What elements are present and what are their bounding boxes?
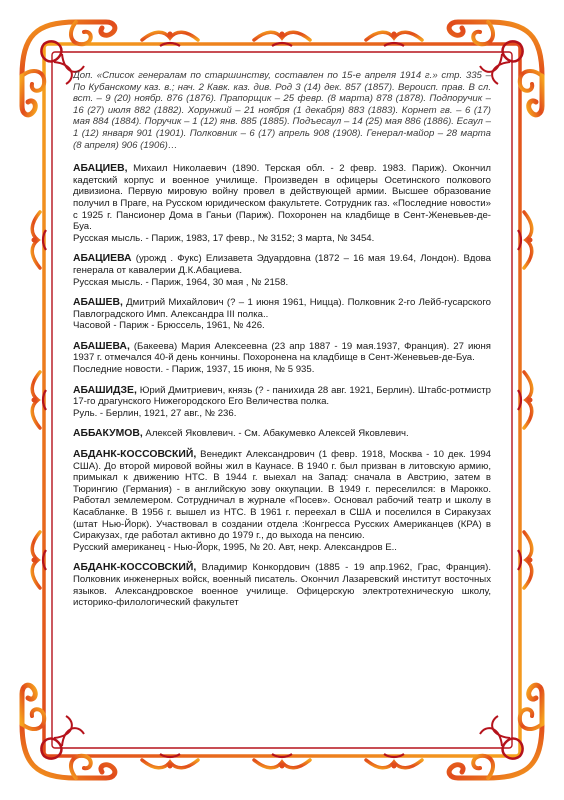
entry-heading: Венедикт Александрович (1 февр. 1918, Москва - 10 дек. 1994 США). <box>73 449 491 472</box>
entry-heading: Алексей Яковлевич. - См. Абакумевко Алексей Яковлевич. <box>142 428 409 440</box>
entry-surname: АБАШЕВ, <box>73 297 123 309</box>
entry-heading: Юрий Дмитриевич, князь (? - панихида 28 авг. 1921, Берлин). <box>136 384 415 396</box>
entry-description: Штабс-ротмистр 17-го драгунского Нижегородского Его Величества полка. <box>73 384 491 408</box>
biography-entry <box>73 163 491 244</box>
biography-entry <box>73 562 491 608</box>
entry-description: Полковник 2-го Лейб-гусарского Павлоградского Имп. Александра III полка.. <box>73 297 491 320</box>
entry-source: Руль. - Берлин, 1921, 27 авг., № 236. <box>73 407 237 419</box>
biography-entry <box>73 385 491 420</box>
document-body <box>73 70 491 735</box>
entry-surname: АБАЦИЕВА <box>73 253 132 265</box>
biography-entry <box>73 428 491 440</box>
entry-description: Вдова генерала от кавалерии Д.К.Абациева. <box>73 253 491 276</box>
entry-description: Окончил кадетский корпус и военное училище. Произведен в офицеры Осетинского полкового дивизиона. Первую мировую войну провел в действующей армии. Высшее образование получил в Праге, на Русском юридическом факультете. Сотрудник газ. «Последние новости» с 1925 г. Пансионер Дома в Ганьи (Париж). Похоронен на кладбище в Сент-Женевьев-де-Буа. <box>73 163 491 233</box>
entry-heading: (Бакеева) Мария Алексеевна (23 апр 1887 - 19 мая.1937, Франция). <box>129 340 450 352</box>
entry-text <box>73 449 491 542</box>
entry-surname: АБДАНК-КОССОВСКИЙ, <box>73 449 197 461</box>
entry-surname: АБАШЕВА, <box>73 340 130 352</box>
biography-entry <box>73 253 491 288</box>
entry-source: Русская мысль. - Париж, 1964, 30 мая , № 2158. <box>73 276 289 288</box>
entry-text <box>73 341 491 364</box>
entry-heading: Дмитрий Михайлович (? – 1 июня 1961, Ницца). <box>122 297 345 309</box>
entry-text <box>73 297 491 320</box>
entry-description: 27 июня 1937 г. отмечался 40-й день кончины. Похоронена на кладбище в Сент-Женевьев-де-Буа. <box>73 340 491 364</box>
entry-surname: АБАШИДЗЕ, <box>73 384 137 396</box>
entry-heading: Михаил Николаевич (1890. Терская обл. - 2 февр. 1983. Париж). <box>127 163 448 175</box>
entry-heading: (урожд . Фукс) Елизавета Эдуардовна (1872 – 16 мая 19.64, Лондон). <box>131 253 460 265</box>
biography-entry <box>73 449 491 553</box>
intro-paragraph: Доп. «Список генералам по старшинству, составлен по 15-е апреля 1914 г.» стр. 335 – По Кубанскому каз. в.; нач. 2 Кавк. каз. див. Род 3 (14) дек. 857 (1857). Вероисп. прав. В сл. вст. – 9 (20) ноябр. 876 (1876). Прапорщик – 25 февр. (8 марта) 878 (1878). Подпоручик – 16 (27) июля 882 (1882). Хорунжий – 21 ноября (1 декабря) 883 (1883). Корнет гв. – 6 (17) мая 884 (1884). Поручик – 1 (12) янв. 885 (1885). Подъесаул – 14 (25) мая 886 (1886). Есаул – 1 (12) января 901 (1901). Полковник – 6 (17) апрель 908 (1908). Генерал-майор – 28 марта (8 апреля) 906 (1906)… <box>73 70 491 151</box>
entry-text <box>73 562 491 608</box>
entry-surname: АБДАНК-КОССОВСКИЙ, <box>73 562 197 574</box>
entry-surname: АББАКУМОВ, <box>73 428 143 440</box>
entry-source: Часовой - Париж - Брюссель, 1961, № 426. <box>73 320 265 332</box>
entry-text <box>73 385 491 408</box>
entry-source: Русская мысль. - Париж, 1983, 17 февр., № 3152; 3 марта, № 3454. <box>73 232 375 244</box>
entry-text <box>73 428 491 440</box>
entry-source: Русский американец - Нью-Йорк, 1995, № 20. Авт, некр. Александров Е.. <box>73 541 397 553</box>
entry-description: До второй мировой войны жил в Каунасе. В 1940 г. был призван в литовскую армию, примыкал к движению НТС. В 1944 г. выехал на Запад: сначала в Австрию, затем в Тюрингию (Германия) - в английскую зову оккупации. В 1949 г. переселился: в Марокко. Работал землемером. Сотрудничал в журнале «Посев». Основал рабочий театр и школу в Касабланке. В 1956 г. вышел из НТС. В 1961 г. переехал в США и поселился в Сиракузах (штат Нью-Йорк). Участвовал в создании отдела :Конгресса Русских Американцев (КРА) в Сиракузах, где работал активно до 1979 г., до выхода на пенсию. <box>73 460 491 542</box>
biography-entry <box>73 297 491 332</box>
entry-description: Полковник инженерных войск, военный писатель. Окончил Лазаревский институт восточных языков. Александровское военное училище. Офицерскую электротехническую школу, историко-филологический факультет <box>73 573 491 609</box>
biography-entry <box>73 341 491 376</box>
entry-heading: Владимир Конкордович (1885 - 19 апр.1962, Грас, Франция). <box>196 562 491 574</box>
entry-list <box>73 163 491 609</box>
entry-source: Последние новости. - Париж, 1937, 15 июня, № 5 935. <box>73 364 315 376</box>
entry-text <box>73 163 491 233</box>
entry-text <box>73 253 491 276</box>
entry-surname: АБАЦИЕВ, <box>73 163 128 175</box>
